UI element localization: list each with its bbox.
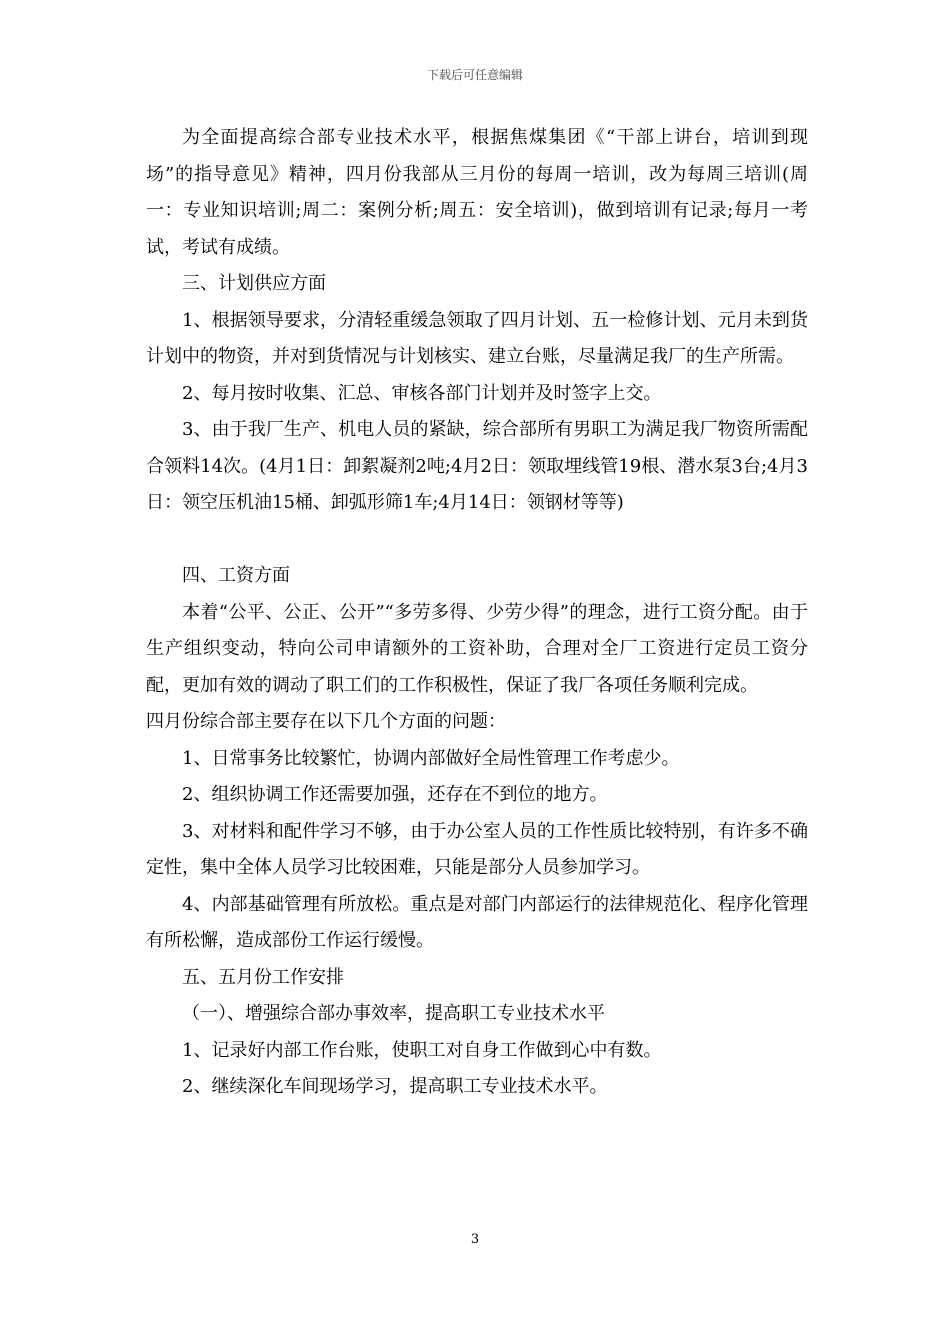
paragraph-problem-4: 4、内部基础管理有所放松。重点是对部门内部运行的法律规范化、程序化管理有所松懈，造成部份工作运行缓慢。: [146, 893, 808, 951]
paragraph-plan-3: 3、由于我厂生产、机电人员的紧缺，综合部所有男职工为满足我厂物资所需配合领料14次。(4月1日：卸絮凝剂2吨;4月2日：领取埋线管19根、潜水泵3台;4月3日：领空压机油15桶、卸弧形筛1车;4月14日：领钢材等等): [146, 419, 808, 513]
paragraph-problem-2: 2、组织协调工作还需要加强，还存在不到位的地方。: [182, 784, 608, 805]
page-header: 下载后可任意编辑: [426, 68, 523, 82]
document-body: [146, 120, 808, 1106]
subheading-efficiency: （一）、增强综合部办事效率，提高职工专业技术水平: [182, 1003, 605, 1024]
page-number: 3: [470, 1232, 480, 1247]
paragraph-plan-1: 1、根据领导要求，分清轻重缓急领取了四月计划、五一检修计划、元月未到货计划中的物资，并对到货情况与计划核实、建立台账，尽量满足我厂的生产所需。: [146, 309, 808, 367]
paragraph-problem-3: 3、对材料和配件学习不够，由于办公室人员的工作性质比较特别，有许多不确定性，集中全体人员学习比较困难，只能是部分人员参加学习。: [146, 820, 808, 878]
paragraph-training: 为全面提高综合部专业技术水平，根据焦煤集团《“干部上讲台，培训到现场”的指导意见》精神，四月份我部从三月份的每周一培训，改为每周三培训(周一：专业知识培训;周二：案例分析;周五：安全培训)，做到培训有记录;每月一考试，考试有成绩。: [146, 127, 808, 258]
paragraph-problems-intro: 四月份综合部主要存在以下几个方面的问题：: [146, 711, 506, 732]
heading-wages: 四、工资方面: [182, 565, 290, 586]
paragraph-problem-1: 1、日常事务比较繁忙，协调内部做好全局性管理工作考虑少。: [182, 747, 680, 769]
heading-may-plan: 五、五月份工作安排: [182, 966, 344, 988]
heading-plan-supply: 三、计划供应方面: [182, 273, 326, 294]
paragraph-wages: 本着“公平、公正、公开”“多劳多得、少劳少得”的理念，进行工资分配。由于生产组织变动，特向公司申请额外的工资补助，合理对全厂工资进行定员工资分配，更加有效的调动了职工们的工作积极性，保证了我厂各项任务顺利完成。: [146, 601, 808, 696]
paragraph-may-2: 2、继续深化车间现场学习，提高职工专业技术水平。: [182, 1076, 608, 1097]
paragraph-plan-2: 2、每月按时收集、汇总、审核各部门计划并及时签字上交。: [182, 382, 662, 404]
paragraph-may-1: 1、记录好内部工作台账，使职工对自身工作做到心中有数。: [182, 1039, 662, 1061]
